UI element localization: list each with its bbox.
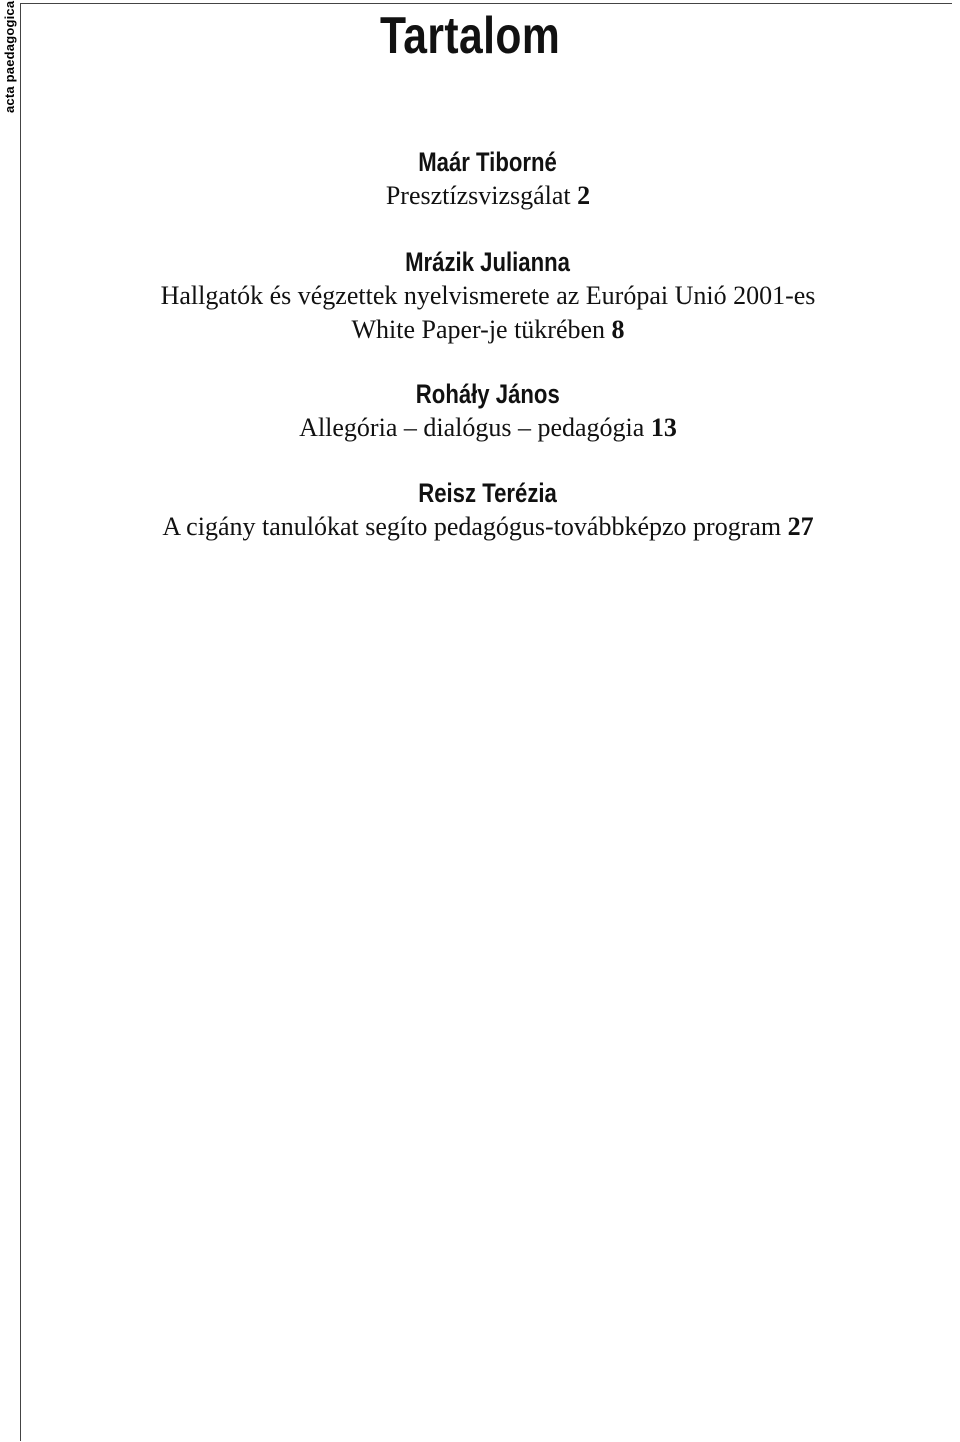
entry-author: Reisz Terézia — [418, 478, 558, 508]
entry-author: Roháły János — [416, 379, 560, 409]
entry-title — [40, 179, 936, 213]
entry-page-number: 8 — [611, 315, 625, 345]
entry-title — [40, 411, 936, 445]
entry-title-line: Presztízsvizsgálat — [385, 181, 571, 211]
entry-title-line: Allegória – dialógus – pedagógia — [299, 413, 645, 443]
entry-page-number: 27 — [787, 512, 814, 542]
entry-title-line: A cigány tanulókat segíto pedagógus-továbbképzo program — [162, 512, 782, 542]
toc-entry[interactable] — [40, 477, 936, 544]
journal-name: acta paedagogica — [2, 1, 17, 114]
entry-title — [40, 510, 936, 544]
left-rule — [20, 3, 21, 1441]
toc-entry[interactable] — [40, 246, 936, 347]
entry-page-number: 13 — [650, 413, 677, 443]
page-title: Tartalom — [380, 7, 561, 65]
toc-entry[interactable] — [40, 146, 936, 213]
entry-page-number: 2 — [577, 181, 591, 211]
entry-title — [40, 279, 936, 347]
top-rule — [20, 3, 952, 4]
toc-entry[interactable] — [40, 378, 936, 445]
entry-title-line: White Paper-je tükrében — [351, 315, 606, 345]
entry-title-line: Hallgatók és végzettek nyelvismerete az Európai Unió 2001-es — [160, 281, 816, 311]
entry-author: Maár Tiborné — [418, 147, 558, 177]
entry-author: Mrázik Julianna — [405, 247, 571, 277]
